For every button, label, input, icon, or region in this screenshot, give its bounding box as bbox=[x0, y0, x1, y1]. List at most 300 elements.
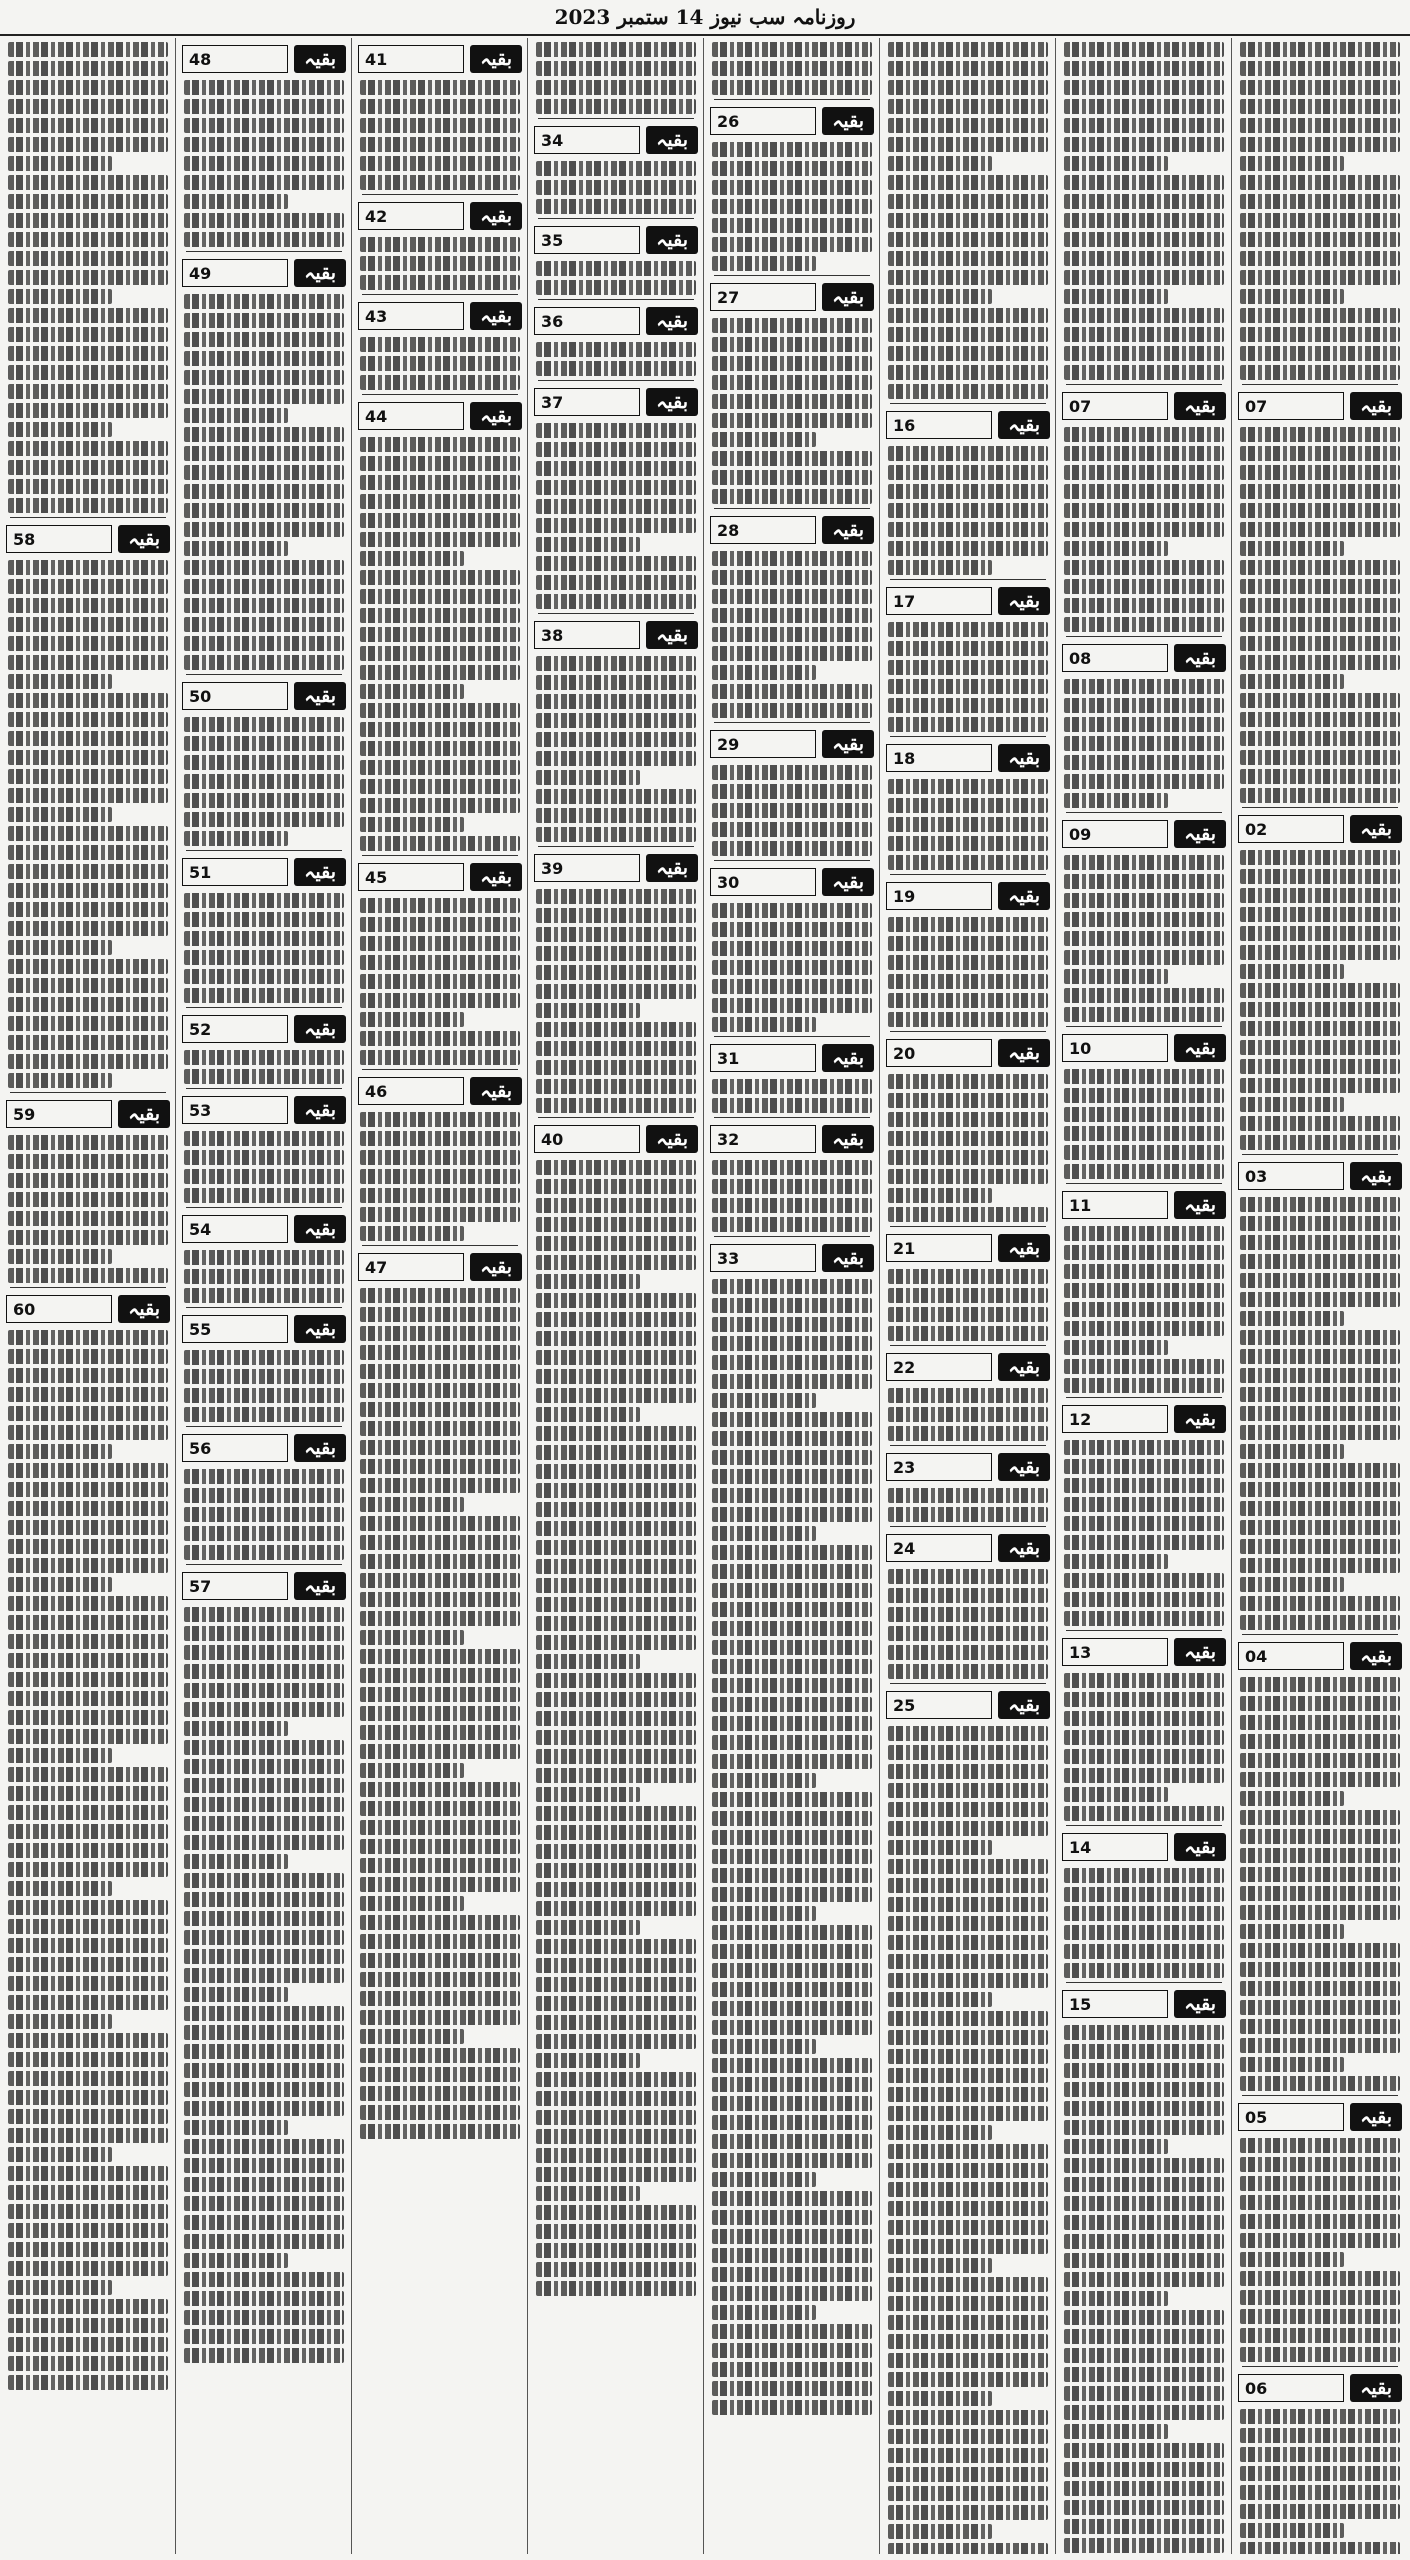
text-line bbox=[360, 1554, 520, 1569]
text-line bbox=[184, 2196, 344, 2211]
text-line bbox=[1240, 270, 1400, 285]
continuation-number: 18 bbox=[886, 744, 992, 772]
text-line bbox=[1064, 289, 1168, 304]
text-line bbox=[184, 408, 288, 423]
continuation-box bbox=[6, 1099, 170, 1129]
text-line bbox=[1240, 2138, 1400, 2153]
text-line bbox=[536, 1217, 696, 1232]
text-line bbox=[712, 2305, 816, 2320]
text-line bbox=[536, 1331, 696, 1346]
text-line bbox=[712, 1830, 872, 1845]
continuation-number: 07 bbox=[1238, 392, 1344, 420]
text-line bbox=[1240, 137, 1400, 152]
continuation-box bbox=[358, 1252, 522, 1282]
text-line bbox=[1064, 1164, 1224, 1179]
continuation-label: بقیہ bbox=[646, 854, 698, 882]
text-line bbox=[1240, 964, 1344, 979]
text-line bbox=[184, 137, 344, 152]
column-rule bbox=[351, 38, 352, 2554]
text-line bbox=[536, 2072, 696, 2087]
text-line bbox=[536, 2262, 696, 2277]
text-line bbox=[536, 1502, 696, 1517]
text-line bbox=[888, 993, 1048, 1008]
text-line bbox=[536, 732, 696, 747]
continuation-label: بقیہ bbox=[1174, 1833, 1226, 1861]
continuation-box bbox=[534, 125, 698, 155]
text-line bbox=[712, 765, 872, 780]
text-line bbox=[1240, 1867, 1400, 1882]
text-column-1 bbox=[1236, 38, 1404, 2554]
text-line bbox=[536, 594, 696, 609]
text-line bbox=[184, 427, 344, 442]
text-line bbox=[712, 703, 872, 718]
section-divider bbox=[714, 1117, 870, 1118]
text-line bbox=[712, 784, 872, 799]
text-line bbox=[1064, 522, 1224, 537]
continuation-label: بقیہ bbox=[998, 587, 1050, 615]
text-line bbox=[1064, 1226, 1224, 1241]
text-line bbox=[360, 589, 520, 604]
column-rule bbox=[527, 38, 528, 2554]
text-line bbox=[8, 1710, 168, 1725]
text-line bbox=[1240, 175, 1400, 190]
text-line bbox=[1240, 42, 1400, 57]
text-line bbox=[1240, 2466, 1400, 2481]
text-line bbox=[184, 1854, 288, 1869]
continuation-number: 06 bbox=[1238, 2374, 1344, 2402]
text-line bbox=[8, 2071, 168, 2086]
section-divider bbox=[362, 855, 518, 856]
text-line bbox=[1240, 655, 1400, 670]
text-line bbox=[536, 442, 696, 457]
text-line bbox=[1064, 1007, 1224, 1022]
text-line bbox=[360, 1150, 520, 1165]
text-line bbox=[8, 42, 168, 57]
text-line bbox=[536, 1388, 696, 1403]
text-line bbox=[184, 484, 344, 499]
page-header-title: روزنامہ سب نیوز 14 ستمبر 2023 bbox=[554, 5, 856, 29]
continuation-number: 34 bbox=[534, 126, 640, 154]
continuation-number: 35 bbox=[534, 226, 640, 254]
text-line bbox=[360, 494, 520, 509]
text-line bbox=[536, 1692, 696, 1707]
section-divider bbox=[10, 1287, 166, 1288]
text-line bbox=[184, 2158, 344, 2173]
text-line bbox=[360, 993, 520, 1008]
text-line bbox=[1240, 484, 1400, 499]
text-line bbox=[1064, 1497, 1224, 1512]
text-line bbox=[360, 760, 520, 775]
continuation-box bbox=[1238, 2102, 1402, 2132]
text-line bbox=[888, 1288, 1048, 1303]
text-line bbox=[712, 979, 872, 994]
text-line bbox=[712, 2229, 872, 2244]
continuation-number: 12 bbox=[1062, 1405, 1168, 1433]
text-line bbox=[1240, 1753, 1400, 1768]
text-line bbox=[712, 1887, 872, 1902]
section-divider bbox=[890, 403, 1046, 404]
continuation-number: 22 bbox=[886, 1353, 992, 1381]
text-line bbox=[1064, 579, 1224, 594]
section-divider bbox=[362, 394, 518, 395]
text-line bbox=[1240, 869, 1400, 884]
continuation-label: بقیہ bbox=[998, 744, 1050, 772]
text-line bbox=[1064, 755, 1224, 770]
text-line bbox=[1240, 598, 1400, 613]
continuation-box bbox=[1062, 1190, 1226, 1220]
continuation-box bbox=[1238, 814, 1402, 844]
text-line bbox=[1240, 522, 1400, 537]
continuation-box bbox=[886, 1533, 1050, 1563]
text-line bbox=[536, 2034, 696, 2049]
text-line bbox=[360, 1744, 520, 1759]
text-column-3 bbox=[884, 38, 1052, 2554]
text-line bbox=[8, 2261, 168, 2276]
text-line bbox=[1240, 1829, 1400, 1844]
text-line bbox=[712, 803, 872, 818]
text-line bbox=[1240, 1235, 1400, 1250]
text-line bbox=[712, 1640, 872, 1655]
text-line bbox=[536, 1882, 696, 1897]
continuation-number: 13 bbox=[1062, 1638, 1168, 1666]
text-line bbox=[888, 484, 1048, 499]
continuation-number: 05 bbox=[1238, 2103, 1344, 2131]
text-line bbox=[1064, 1925, 1224, 1940]
text-line bbox=[1064, 2519, 1224, 2534]
continuation-label: بقیہ bbox=[294, 1215, 346, 1243]
text-line bbox=[712, 394, 872, 409]
text-line bbox=[8, 807, 112, 822]
text-line bbox=[8, 2166, 168, 2181]
text-line bbox=[712, 589, 872, 604]
section-divider bbox=[1066, 384, 1222, 385]
continuation-number: 58 bbox=[6, 525, 112, 553]
text-line bbox=[1064, 137, 1224, 152]
text-line bbox=[360, 798, 520, 813]
text-line bbox=[536, 984, 696, 999]
text-line bbox=[1064, 2120, 1224, 2135]
text-line bbox=[360, 898, 520, 913]
text-line bbox=[888, 156, 992, 171]
continuation-label: بقیہ bbox=[646, 307, 698, 335]
text-line bbox=[184, 1288, 344, 1303]
continuation-box bbox=[534, 306, 698, 336]
text-line bbox=[8, 365, 168, 380]
text-line bbox=[888, 2410, 1048, 2425]
continuation-box bbox=[1238, 2373, 1402, 2403]
text-line bbox=[360, 1497, 464, 1512]
text-line bbox=[360, 337, 520, 352]
text-line bbox=[888, 1664, 1048, 1679]
text-line bbox=[8, 289, 112, 304]
text-line bbox=[536, 280, 696, 295]
text-line bbox=[184, 1526, 344, 1541]
text-line bbox=[712, 2286, 872, 2301]
section-divider bbox=[10, 517, 166, 518]
text-line bbox=[8, 1539, 168, 1554]
text-line bbox=[8, 156, 112, 171]
text-line bbox=[8, 1387, 168, 1402]
text-line bbox=[712, 1336, 872, 1351]
section-divider bbox=[186, 850, 342, 851]
text-line bbox=[8, 251, 168, 266]
text-line bbox=[1240, 232, 1400, 247]
text-line bbox=[536, 2148, 696, 2163]
text-line bbox=[1240, 674, 1344, 689]
continuation-label: بقیہ bbox=[1350, 2103, 1402, 2131]
text-line bbox=[1064, 99, 1224, 114]
text-line bbox=[184, 2310, 344, 2325]
text-line bbox=[360, 917, 520, 932]
text-line bbox=[360, 1991, 520, 2006]
text-line bbox=[888, 194, 1048, 209]
continuation-label: بقیہ bbox=[1174, 1191, 1226, 1219]
text-line bbox=[360, 1288, 520, 1303]
continuation-number: 29 bbox=[710, 730, 816, 758]
text-line bbox=[1240, 850, 1400, 865]
section-divider bbox=[1066, 1397, 1222, 1398]
section-divider bbox=[538, 613, 694, 614]
text-line bbox=[888, 251, 1048, 266]
text-line bbox=[712, 337, 872, 352]
text-line bbox=[8, 1501, 168, 1516]
text-line bbox=[1064, 1145, 1224, 1160]
text-line bbox=[888, 137, 1048, 152]
text-line bbox=[888, 42, 1048, 57]
text-line bbox=[536, 1958, 696, 1973]
continuation-label: بقیہ bbox=[822, 1125, 874, 1153]
continuation-box bbox=[886, 1233, 1050, 1263]
text-line bbox=[536, 1939, 696, 1954]
text-line bbox=[888, 1802, 1048, 1817]
text-line bbox=[712, 432, 816, 447]
text-line bbox=[536, 1749, 696, 1764]
text-line bbox=[184, 2291, 344, 2306]
text-line bbox=[888, 1745, 1048, 1760]
text-line bbox=[1064, 213, 1224, 228]
text-line bbox=[1240, 1040, 1400, 1055]
text-line bbox=[1240, 750, 1400, 765]
text-line bbox=[184, 736, 344, 751]
text-line bbox=[8, 2014, 112, 2029]
text-line bbox=[1064, 1887, 1224, 1902]
text-line bbox=[1240, 1772, 1400, 1787]
text-line bbox=[8, 1249, 112, 1264]
text-line bbox=[360, 1326, 520, 1341]
text-line bbox=[360, 437, 520, 452]
section-divider bbox=[186, 1426, 342, 1427]
text-line bbox=[888, 2144, 1048, 2159]
text-line bbox=[888, 465, 1048, 480]
text-line bbox=[1064, 2386, 1224, 2401]
text-line bbox=[888, 384, 1048, 399]
text-line bbox=[8, 1672, 168, 1687]
text-column-2 bbox=[1060, 38, 1228, 2554]
text-line bbox=[1240, 503, 1400, 518]
text-line bbox=[360, 532, 520, 547]
text-line bbox=[360, 1226, 464, 1241]
text-line bbox=[536, 1616, 696, 1631]
text-line bbox=[888, 1388, 1048, 1403]
text-line bbox=[1064, 2481, 1224, 2496]
text-line bbox=[184, 1507, 344, 1522]
section-divider bbox=[362, 1245, 518, 1246]
text-line bbox=[536, 518, 696, 533]
text-line bbox=[1240, 1311, 1344, 1326]
text-line bbox=[888, 1488, 1048, 1503]
text-line bbox=[712, 2343, 872, 2358]
text-line bbox=[184, 2101, 344, 2116]
text-line bbox=[8, 1615, 168, 1630]
text-line bbox=[8, 2242, 168, 2257]
text-line bbox=[712, 1906, 816, 1921]
text-line bbox=[184, 1778, 344, 1793]
text-line bbox=[712, 1716, 872, 1731]
text-line bbox=[8, 2090, 168, 2105]
text-line bbox=[1240, 1810, 1400, 1825]
text-line bbox=[184, 617, 344, 632]
text-line bbox=[888, 99, 1048, 114]
text-line bbox=[536, 80, 696, 95]
text-line bbox=[184, 99, 344, 114]
text-line bbox=[536, 1787, 640, 1802]
text-line bbox=[360, 456, 520, 471]
continuation-label: بقیہ bbox=[1174, 1990, 1226, 2018]
text-line bbox=[536, 1160, 696, 1175]
text-line bbox=[1240, 1520, 1400, 1535]
text-line bbox=[1064, 1340, 1168, 1355]
text-line bbox=[536, 1654, 640, 1669]
text-line bbox=[1064, 1673, 1224, 1688]
text-line bbox=[712, 1621, 872, 1636]
text-line bbox=[712, 1412, 872, 1427]
section-divider bbox=[890, 1031, 1046, 1032]
continuation-number: 38 bbox=[534, 621, 640, 649]
text-line bbox=[8, 636, 168, 651]
text-line bbox=[888, 1326, 1048, 1341]
text-line bbox=[712, 1773, 816, 1788]
text-line bbox=[8, 175, 168, 190]
continuation-box bbox=[886, 410, 1050, 440]
text-line bbox=[712, 61, 872, 76]
text-line bbox=[712, 2248, 872, 2263]
text-line bbox=[360, 1915, 520, 1930]
text-line bbox=[8, 422, 112, 437]
text-line bbox=[712, 1811, 872, 1826]
text-line bbox=[184, 1150, 344, 1165]
text-line bbox=[1064, 1440, 1224, 1455]
text-line bbox=[888, 2201, 1048, 2216]
text-line bbox=[1240, 99, 1400, 114]
text-line bbox=[712, 413, 872, 428]
section-divider bbox=[186, 251, 342, 252]
text-line bbox=[888, 1169, 1048, 1184]
section-divider bbox=[362, 1069, 518, 1070]
text-line bbox=[712, 646, 872, 661]
text-line bbox=[536, 1407, 640, 1422]
continuation-number: 31 bbox=[710, 1044, 816, 1072]
section-divider bbox=[1066, 1183, 1222, 1184]
text-line bbox=[184, 1930, 344, 1945]
text-line bbox=[888, 2030, 1048, 2045]
text-line bbox=[1064, 1535, 1224, 1550]
text-line bbox=[360, 1050, 520, 1065]
continuation-box bbox=[886, 586, 1050, 616]
text-line bbox=[360, 1668, 520, 1683]
text-line bbox=[712, 822, 872, 837]
text-line bbox=[1240, 1097, 1344, 1112]
text-line bbox=[360, 1820, 520, 1835]
continuation-number: 47 bbox=[358, 1253, 464, 1281]
section-divider bbox=[538, 846, 694, 847]
continuation-number: 45 bbox=[358, 863, 464, 891]
text-line bbox=[184, 1664, 344, 1679]
continuation-box bbox=[886, 1690, 1050, 1720]
text-line bbox=[8, 2109, 168, 2124]
continuation-number: 51 bbox=[182, 858, 288, 886]
continuation-box bbox=[1062, 1404, 1226, 1434]
text-line bbox=[888, 1645, 1048, 1660]
text-line bbox=[536, 42, 696, 57]
text-line bbox=[1064, 1906, 1224, 1921]
continuation-box bbox=[886, 881, 1050, 911]
text-line bbox=[8, 1368, 168, 1383]
continuation-box bbox=[182, 1571, 346, 1601]
section-divider bbox=[186, 1564, 342, 1565]
text-line bbox=[536, 2205, 696, 2220]
text-line bbox=[8, 1211, 168, 1226]
continuation-box bbox=[1238, 1161, 1402, 1191]
text-line bbox=[1240, 365, 1400, 380]
continuation-box bbox=[1238, 391, 1402, 421]
text-line bbox=[1240, 2019, 1400, 2034]
text-line bbox=[1064, 2367, 1224, 2382]
text-line bbox=[184, 755, 344, 770]
text-line bbox=[1064, 736, 1224, 751]
text-line bbox=[360, 1934, 520, 1949]
text-line bbox=[536, 1578, 696, 1593]
text-line bbox=[1064, 2044, 1224, 2059]
text-line bbox=[888, 917, 1048, 932]
section-divider bbox=[890, 874, 1046, 875]
continuation-box bbox=[182, 1314, 346, 1344]
text-line bbox=[184, 2253, 288, 2268]
text-line bbox=[8, 978, 168, 993]
text-line bbox=[712, 2115, 872, 2130]
text-line bbox=[8, 80, 168, 95]
text-line bbox=[184, 831, 288, 846]
continuation-box bbox=[534, 387, 698, 417]
text-line bbox=[1064, 1069, 1224, 1084]
text-line bbox=[536, 2129, 696, 2144]
text-line bbox=[888, 365, 1048, 380]
text-line bbox=[8, 1154, 168, 1169]
continuation-number: 02 bbox=[1238, 815, 1344, 843]
text-line bbox=[184, 1721, 288, 1736]
text-line bbox=[8, 1900, 168, 1915]
text-line bbox=[1240, 2504, 1400, 2519]
text-line bbox=[1240, 2057, 1344, 2072]
text-line bbox=[888, 2296, 1048, 2311]
continuation-number: 20 bbox=[886, 1039, 992, 1067]
continuation-box bbox=[886, 1038, 1050, 1068]
text-line bbox=[888, 118, 1048, 133]
text-line bbox=[8, 1135, 168, 1150]
continuation-number: 59 bbox=[6, 1100, 112, 1128]
text-line bbox=[1064, 1711, 1224, 1726]
text-line bbox=[1064, 1516, 1224, 1531]
text-line bbox=[1240, 61, 1400, 76]
